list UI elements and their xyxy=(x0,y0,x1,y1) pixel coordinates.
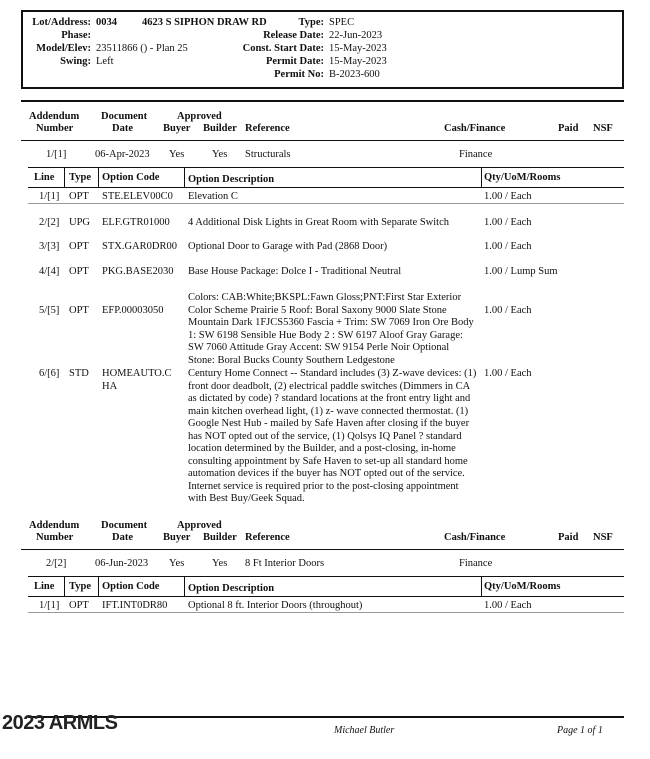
const-start-label: Const. Start Date: xyxy=(242,43,324,54)
line-col-header: Line xyxy=(34,581,55,592)
release-date-value: 22-Jun-2023 xyxy=(329,30,383,41)
line-qty: 1.00 / Each xyxy=(484,305,532,316)
addendum-buyer: Yes xyxy=(169,558,185,569)
addendum-reference: 8 Ft Interior Doors xyxy=(245,558,325,569)
line-description: Century Home Connect -- Standard includes (3) Z-wave devices: (1) front door deadbolt, (2) electrical paddle switches (Dimmers in CA as dictated by code) ? standard locations at the front entry light and main kitchen overhead light, (1) z- wave connected thermostat. (1) Google Nest Hub - mailed by Safe Haven after closing if the buyer has NOT opted out of the service, (1) Qolsys IQ Panel ? standard location determined by the Builder, and a post-closing, in-home consulting appointment by Safe Haven to set-up all standard home automation devices if the buyer has NOT opted out of the service. Internet service is required prior to the post-closing appointment with Best Buy/Geek Squad. xyxy=(188,368,477,504)
option-description-col-header: Option Description xyxy=(188,583,275,594)
release-date-label: Release Date: xyxy=(263,30,324,41)
cash-finance-col-header: Cash/Finance xyxy=(444,532,506,543)
addendum-number: 1/[1] xyxy=(46,149,67,160)
line-number: 3/[3] xyxy=(39,241,60,252)
line-description: Optional 8 ft. Interior Doors (throughout) xyxy=(188,600,363,611)
approved-col-header: Approved xyxy=(177,520,222,531)
addendum-cash-finance: Finance xyxy=(459,558,493,569)
page-number: Page 1 of 1 xyxy=(557,725,603,736)
buyer-col-header: Buyer xyxy=(163,123,191,134)
permit-date-value: 15-May-2023 xyxy=(329,56,387,67)
permit-no-value: B-2023-600 xyxy=(329,69,380,80)
nsf-col-header: NSF xyxy=(593,532,613,543)
reference-col-header: Reference xyxy=(245,123,290,134)
line-number: 6/[6] xyxy=(39,368,60,379)
addendum-date: 06-Jun-2023 xyxy=(95,558,149,569)
addendum-cash-finance: Finance xyxy=(459,149,493,160)
line-qty: 1.00 / Each xyxy=(484,217,532,228)
qty-col-header: Qty/UoM/Rooms xyxy=(484,172,561,183)
line-number: 1/[1] xyxy=(39,600,60,611)
line-option-code: STE.ELEV00C0 xyxy=(102,191,173,202)
paid-col-header: Paid xyxy=(558,123,579,134)
reference-col-header: Reference xyxy=(245,532,290,543)
type-label: Type: xyxy=(298,17,324,28)
buyer-col-header: Buyer xyxy=(163,532,191,543)
line-option-code: IFT.INT0DR80 xyxy=(102,600,168,611)
line-description: Optional Door to Garage with Pad (2868 Door) xyxy=(188,241,388,252)
line-type: UPG xyxy=(69,217,91,228)
addendum-buyer: Yes xyxy=(169,149,185,160)
qty-col-header: Qty/UoM/Rooms xyxy=(484,581,561,592)
builder-col-header: Builder xyxy=(203,532,237,543)
model-label: Model/Elev: xyxy=(36,43,91,54)
option-code-col-header: Option Code xyxy=(102,172,160,183)
permit-no-label: Permit No: xyxy=(274,69,324,80)
swing-label: Swing: xyxy=(60,56,91,67)
line-type: OPT xyxy=(69,266,89,277)
line-number: 2/[2] xyxy=(39,217,60,228)
number-col-header: Number xyxy=(36,532,74,543)
lot-value: 0034 xyxy=(96,17,117,28)
address-value: 4623 S SIPHON DRAW RD xyxy=(142,17,267,28)
line-option-code: STX.GAR0DR00 xyxy=(102,241,177,252)
line-number: 5/[5] xyxy=(39,305,60,316)
line-type: OPT xyxy=(69,305,89,316)
phase-label: Phase: xyxy=(61,30,91,41)
line-col-header: Line xyxy=(34,172,55,183)
paid-col-header: Paid xyxy=(558,532,579,543)
builder-col-header: Builder xyxy=(203,123,237,134)
line-number: 1/[1] xyxy=(39,191,60,202)
type-value: SPEC xyxy=(329,17,355,28)
line-type: STD xyxy=(69,368,89,379)
line-qty: 1.00 / Each xyxy=(484,191,532,202)
addendum-col-header: Addendum xyxy=(29,520,80,531)
line-option-code: HOMEAUTO.CHA xyxy=(102,368,172,392)
swing-value: Left xyxy=(96,56,114,67)
permit-date-label: Permit Date: xyxy=(265,56,324,67)
addendum-number: 2/[2] xyxy=(46,558,67,569)
signer-name: Michael Butler xyxy=(334,725,395,736)
line-option-code: ELF.GTR01000 xyxy=(102,217,170,228)
armls-watermark: 2023 ARMLS xyxy=(2,712,118,734)
lot-label: Lot/Address: xyxy=(32,17,91,28)
line-type: OPT xyxy=(69,600,89,611)
option-description-col-header: Option Description xyxy=(188,174,275,185)
line-type: OPT xyxy=(69,191,89,202)
cash-finance-col-header: Cash/Finance xyxy=(444,123,506,134)
type-col-header: Type xyxy=(69,172,91,183)
type-col-header: Type xyxy=(69,581,91,592)
line-option-code: PKG.BASE2030 xyxy=(102,266,174,277)
line-description: Colors: CAB:White;BKSPL:Fawn Gloss;PNT:First Star Exterior Color Scheme Prairie 5 Roof: Boral Saxony 9000 Slate Stone Mountain Dark 1FJCS5360 Fascia + Trim: SW 7069 Iron Ore Body 1: SW 6198 Sensible Hue Body 2 : SW 6197 Aloof Gray Garage: SW 7060 Attitude Gray Accent: SW 9154 Perle Noir Optional Stone: Boral Bucks County Southern Ledgestone xyxy=(188,292,474,366)
line-description: 4 Additional Disk Lights in Great Room with Separate Switch xyxy=(188,217,450,228)
date-col-header: Date xyxy=(112,532,133,543)
line-qty: 1.00 / Each xyxy=(484,241,532,252)
line-qty: 1.00 / Lump Sum xyxy=(484,266,558,277)
addendum-builder: Yes xyxy=(212,558,228,569)
line-qty: 1.00 / Each xyxy=(484,368,532,379)
document-col-header: Document xyxy=(101,520,148,531)
line-description: Base House Package: Dolce I - Traditional Neutral xyxy=(188,266,402,277)
addendum-date: 06-Apr-2023 xyxy=(95,149,150,160)
line-option-code: EFP.00003050 xyxy=(102,305,164,316)
line-description: Elevation C xyxy=(188,191,238,202)
line-number: 4/[4] xyxy=(39,266,60,277)
addendum-builder: Yes xyxy=(212,149,228,160)
line-type: OPT xyxy=(69,241,89,252)
addendum-col-header: Addendum xyxy=(29,111,80,122)
model-value: 23511866 () - Plan 25 xyxy=(96,43,188,54)
date-col-header: Date xyxy=(112,123,133,134)
addendum-reference: Structurals xyxy=(245,149,291,160)
option-code-col-header: Option Code xyxy=(102,581,160,592)
document-col-header: Document xyxy=(101,111,148,122)
const-start-value: 15-May-2023 xyxy=(329,43,387,54)
approved-col-header: Approved xyxy=(177,111,222,122)
number-col-header: Number xyxy=(36,123,74,134)
nsf-col-header: NSF xyxy=(593,123,613,134)
line-qty: 1.00 / Each xyxy=(484,600,532,611)
